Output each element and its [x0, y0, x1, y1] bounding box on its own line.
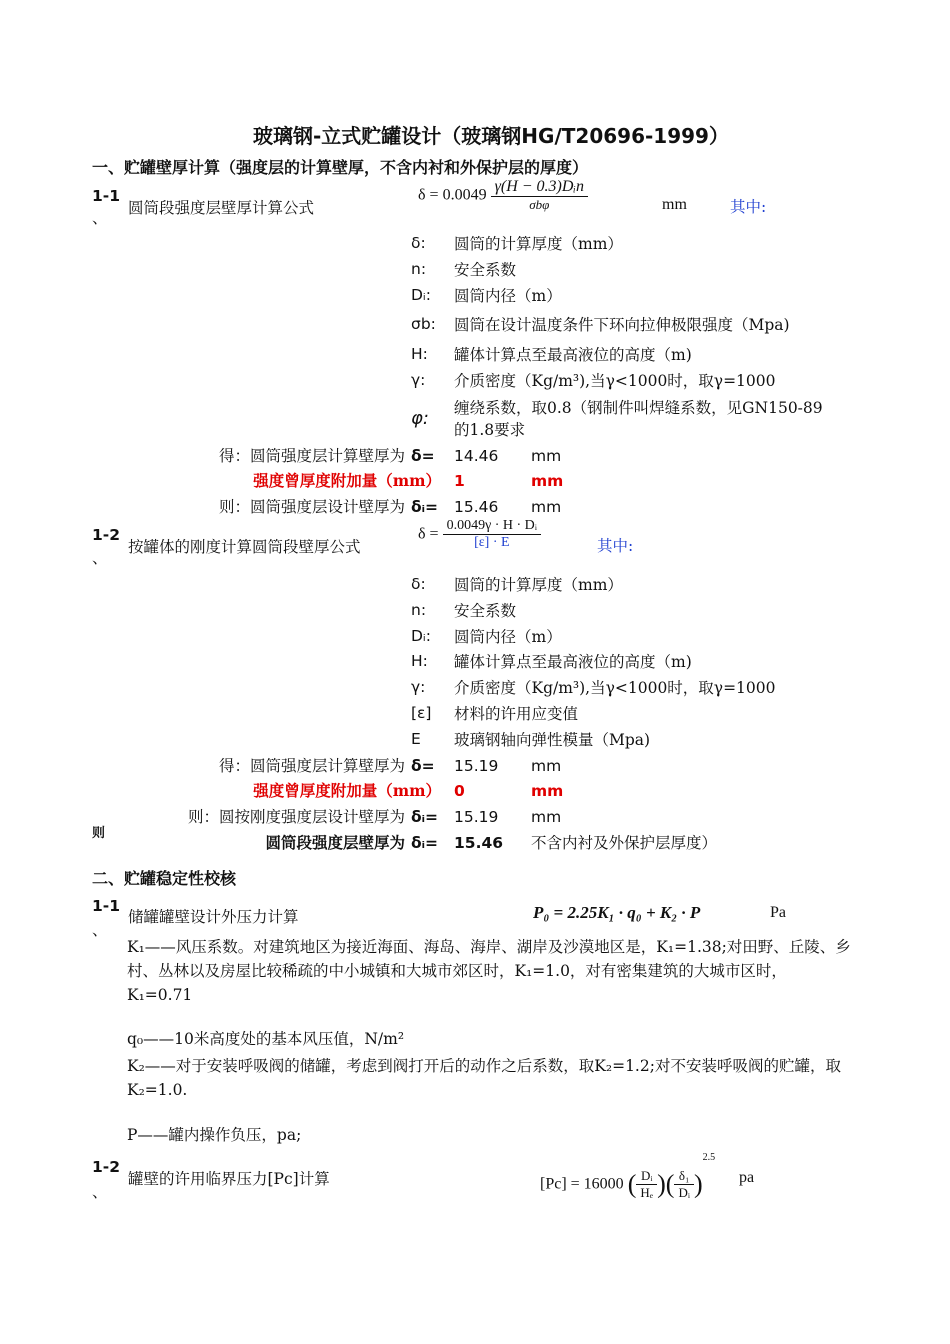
definition-text: 玻璃钢轴向弹性模量（Mpa): [454, 731, 651, 749]
result-value: 15.46: [454, 498, 499, 516]
item-number: 1-2: [92, 1158, 121, 1176]
item-number-suffix: 、: [92, 549, 108, 567]
formula-unit: mm: [662, 196, 687, 213]
definition-text: 圆筒内径（m）: [454, 287, 562, 305]
item-number-suffix: 、: [92, 1183, 108, 1201]
result-symbol: δ=: [411, 447, 435, 465]
allowance-unit: mm: [531, 472, 564, 490]
page-title: 玻璃钢-立式贮罐设计（玻璃钢HG/T20696-1999）: [253, 124, 729, 148]
section2-heading: 二、贮罐稳定性校核: [92, 869, 237, 888]
formula-fraction: [491, 178, 588, 213]
definition-symbol: σb:: [411, 315, 436, 333]
item-number: 1-1: [92, 897, 121, 915]
final-label: 圆筒段强度层壁厚为: [265, 833, 405, 852]
formula-denominator: [ε] · E: [474, 535, 510, 550]
formula-lhs: δ =: [418, 525, 439, 543]
item-number: 1-2: [92, 526, 121, 544]
open-paren-icon: (: [627, 1169, 637, 1199]
result-unit: mm: [531, 447, 562, 465]
allowance-label: 强度曾厚度附加量（mm）: [253, 471, 441, 490]
definition-text: 圆筒的计算厚度（mm）: [454, 576, 623, 594]
result-value: 15.19: [454, 808, 499, 826]
item-number: 1-1: [92, 187, 121, 205]
result-label: 则：圆筒强度层设计壁厚为: [218, 498, 405, 516]
definition-symbol: γ:: [411, 371, 426, 389]
formula-denominator: Hₑ: [640, 1184, 654, 1200]
formula-lhs: [Pc] = 16000: [540, 1175, 624, 1193]
result-label: 得：圆筒强度层计算壁厚为: [218, 757, 405, 775]
definition-symbol: n:: [411, 260, 427, 278]
formula-denominator: Dᵢ: [678, 1184, 690, 1200]
result-value: 15.19: [454, 757, 499, 775]
where-label: 其中:: [597, 537, 634, 555]
definition-symbol: γ:: [411, 678, 426, 696]
definition-text: 圆筒内径（m）: [454, 628, 562, 646]
q0-description: q₀——10米高度处的基本风压值，N/m²: [127, 1030, 405, 1048]
close-paren-icon: ): [657, 1169, 666, 1199]
definition-symbol: n:: [411, 601, 427, 619]
formula-lhs: δ = 0.0049: [418, 186, 487, 204]
definition-symbol: φ:: [411, 408, 429, 429]
formula-fraction: [636, 1168, 657, 1201]
final-prefix: 则: [92, 826, 106, 841]
result-unit: mm: [531, 498, 562, 516]
definition-symbol: H:: [411, 345, 428, 363]
formula-unit: pa: [739, 1169, 755, 1186]
formula-exponent: 2.5: [702, 1152, 716, 1163]
allowance-value: 1: [454, 472, 465, 490]
formula-fraction: [443, 518, 542, 551]
final-symbol: δᵢ=: [411, 834, 439, 852]
result-unit: mm: [531, 808, 562, 826]
formula-numerator: Dᵢ: [636, 1168, 657, 1185]
allowance-label: 强度曾厚度附加量（mm）: [253, 781, 441, 800]
result-value: 14.46: [454, 447, 499, 465]
definition-symbol: [ε]: [411, 704, 432, 722]
definition-text: 介质密度（Kg/m³),当γ<1000时，取γ=1000: [454, 679, 776, 697]
formula-numerator: δ₁: [674, 1168, 694, 1185]
result-symbol: δ=: [411, 757, 435, 775]
stiffness-formula: [418, 518, 541, 551]
result-label: 得：圆筒强度层计算壁厚为: [218, 447, 405, 465]
definition-text: 圆筒在设计温度条件下环向拉伸极限强度（Mpa): [454, 316, 790, 334]
item-label: 罐壁的许用临界压力[Pc]计算: [128, 1170, 330, 1188]
definition-text: 安全系数: [454, 261, 517, 279]
definition-text: 罐体计算点至最高液位的高度（m): [454, 653, 692, 671]
definition-text: 圆筒的计算厚度（mm）: [454, 235, 623, 253]
result-unit: mm: [531, 757, 562, 775]
definition-text: 安全系数: [454, 602, 517, 620]
k1-description: K₁——风压系数。对建筑地区为接近海面、海岛、海岸、湖岸及沙漠地区是，K₁=1.38;对田野、丘陵、乡村、丛林以及房屋比较稀疏的中小城镇和大城市郊区时，K₁=1.0，对有密集建筑的大城市区时，K₁=0.71: [127, 938, 851, 1004]
definition-symbol: E: [411, 730, 421, 748]
result-symbol: δᵢ=: [411, 808, 439, 826]
allowance-unit: mm: [531, 782, 564, 800]
definition-symbol: H:: [411, 652, 428, 670]
formula-numerator: γ(H − 0.3)Dᵢn: [491, 178, 588, 197]
open-paren-icon: (: [665, 1169, 675, 1199]
definition-symbol: δ:: [411, 234, 426, 252]
result-label: 则：圆按刚度强度层设计壁厚为: [187, 808, 405, 826]
item-number-suffix: 、: [92, 209, 108, 227]
final-value: 15.46: [454, 834, 504, 852]
definition-symbol: Dᵢ:: [411, 286, 431, 304]
definition-text: 罐体计算点至最高液位的高度（m): [454, 346, 692, 364]
section1-heading: 一、贮罐壁厚计算（强度层的计算壁厚，不含内衬和外保护层的厚度）: [92, 158, 589, 177]
thickness-formula: [418, 178, 588, 213]
where-label: 其中:: [730, 198, 767, 216]
definition-text: 介质密度（Kg/m³),当γ<1000时，取γ=1000: [454, 372, 776, 390]
formula-fraction: [674, 1168, 694, 1201]
item-number-suffix: 、: [92, 921, 108, 939]
formula-numerator: 0.0049γ · H · Dᵢ: [443, 518, 542, 535]
close-paren-icon: ): [693, 1169, 703, 1199]
definition-text: 的1.8要求: [454, 421, 526, 439]
definition-symbol: δ:: [411, 575, 426, 593]
p-description: P——罐内操作负压，pa;: [127, 1126, 302, 1144]
external-pressure-formula: P₀ = 2.25K₁ · q₀ + K₂ · P: [533, 903, 701, 922]
final-note: 不含内衬及外保护层厚度）: [531, 834, 718, 852]
item-label: 储罐罐壁设计外压力计算: [128, 908, 299, 926]
item-label: 按罐体的刚度计算圆筒段壁厚公式: [128, 538, 361, 556]
critical-pressure-formula: [540, 1152, 715, 1201]
definition-text: 材料的许用应变值: [454, 705, 579, 723]
allowance-value: 0: [454, 782, 465, 800]
item-label: 圆筒段强度层壁厚计算公式: [128, 199, 315, 217]
formula-denominator: σbφ: [529, 197, 550, 212]
definition-symbol: Dᵢ:: [411, 627, 431, 645]
formula-unit: Pa: [770, 904, 786, 921]
result-symbol: δᵢ=: [411, 498, 439, 516]
k2-description: K₂——对于安装呼吸阀的储罐，考虑到阀打开后的动作之后系数，取K₂=1.2;对不安装呼吸阀的贮罐，取K₂=1.0.: [127, 1057, 841, 1099]
definition-text: 缠绕系数，取0.8（钢制件叫焊缝系数，见GN150-89: [454, 399, 823, 417]
